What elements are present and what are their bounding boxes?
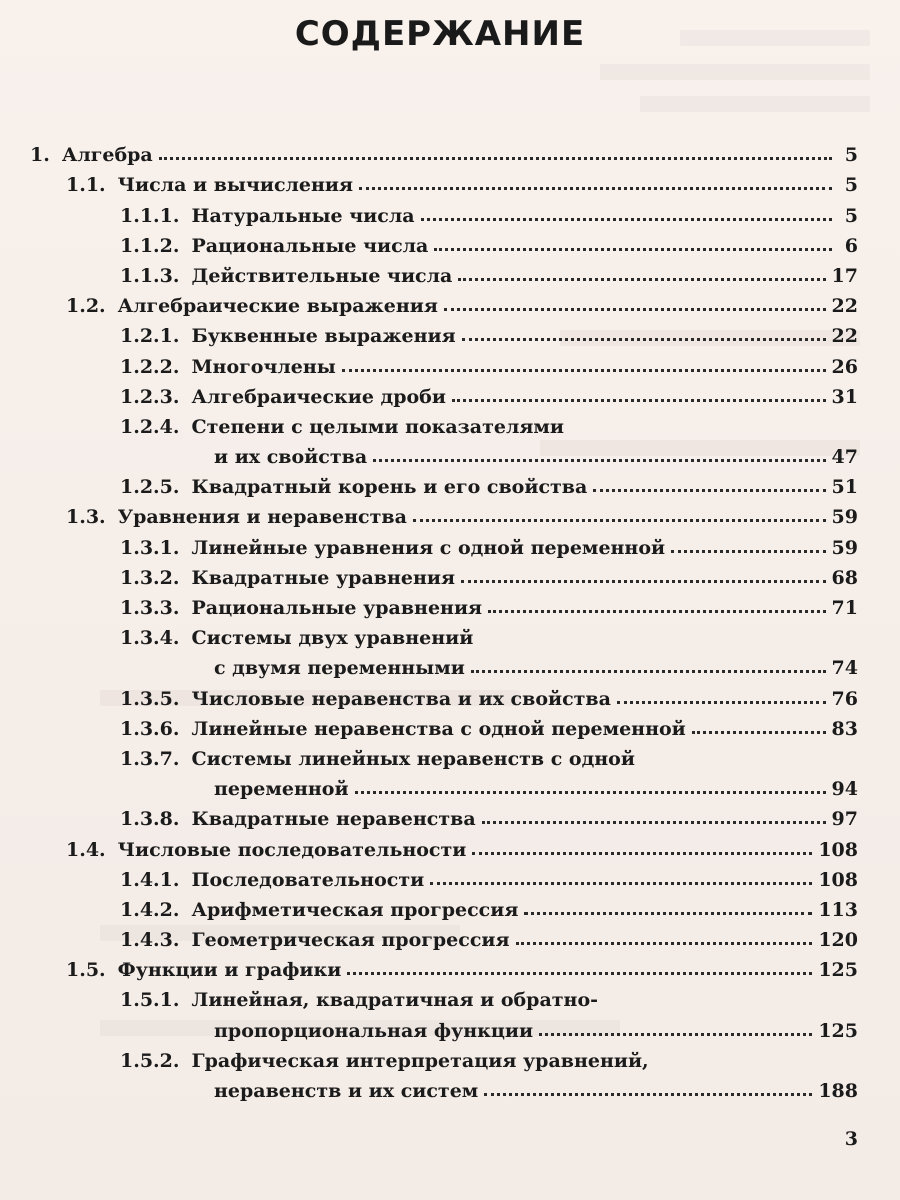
dot-leader: [359, 187, 832, 190]
dot-leader: [159, 157, 832, 160]
toc-entry-title: Многочлены: [191, 355, 336, 378]
toc-entry-number: 1.2.3.: [120, 385, 180, 408]
dot-leader: [484, 1093, 812, 1096]
toc-entry-title: Арифметическая прогрессия: [191, 898, 519, 921]
toc-entry-number: 1.4.3.: [120, 929, 180, 952]
toc-entry-number: 1.5.1.: [120, 989, 180, 1012]
toc-entry-title: Последовательности: [191, 868, 425, 891]
toc-entry-page: 108: [818, 868, 858, 891]
toc-entry-continuation[interactable]: [0, 438, 900, 468]
toc-entry-number: 1.1.: [66, 174, 106, 197]
toc-entry-title: Геометрическая прогрессия: [191, 929, 510, 952]
toc-entry-page: 51: [831, 476, 858, 499]
dot-leader: [461, 580, 826, 583]
toc-entry-title-line2: переменной: [214, 778, 349, 801]
toc-entry-page: 188: [818, 1080, 858, 1102]
toc-entry-number: 1.3.3.: [120, 597, 180, 619]
toc-entry-number: 1.3.: [66, 506, 106, 529]
dot-leader: [347, 972, 812, 975]
toc-entry[interactable]: [0, 981, 900, 1011]
dot-leader: [355, 791, 826, 794]
toc-entry-page: 97: [831, 808, 858, 831]
toc-entry-page: 31: [831, 385, 858, 408]
toc-entry-page: 94: [831, 778, 858, 801]
toc-entry-page: 59: [831, 536, 858, 559]
toc-entry-page: 120: [818, 929, 858, 952]
toc-entry[interactable]: [0, 619, 900, 649]
toc-entry-title: Рациональные уравнения: [191, 597, 483, 619]
dot-leader: [516, 942, 813, 945]
toc-entry-page: 68: [831, 566, 858, 589]
dot-leader: [482, 821, 826, 824]
toc-entry-title: Квадратные уравнения: [191, 566, 455, 589]
dot-leader: [524, 912, 812, 915]
toc-entry-page: 71: [831, 597, 858, 619]
toc-entry-page: 113: [818, 898, 858, 921]
toc-entry-title: Буквенные выражения: [191, 325, 456, 348]
toc-entry[interactable]: [0, 589, 900, 619]
bleed-through-text: [640, 96, 870, 112]
toc-entry-page: 108: [818, 838, 858, 861]
toc-entry[interactable]: [0, 166, 900, 196]
toc-entry-number: 1.3.4.: [120, 627, 180, 650]
toc-entry-title-line2: пропорциональная функции: [214, 1019, 534, 1042]
dot-leader: [617, 701, 826, 704]
toc-entry-title: Натуральные числа: [191, 204, 415, 227]
toc-entry-number: 1.2.4.: [120, 415, 180, 438]
dot-leader: [472, 852, 812, 855]
toc-entry-title: Действительные числа: [191, 264, 453, 287]
toc-entry-title-line2: с двумя переменными: [214, 657, 465, 680]
dot-leader: [539, 1033, 812, 1036]
toc-entry[interactable]: [0, 830, 900, 860]
toc-entry-title-line2: неравенств и их систем: [214, 1080, 479, 1102]
toc-entry-title: Рациональные числа: [191, 234, 429, 257]
toc-entry-number: 1.3.8.: [120, 808, 180, 831]
toc-entry-number: 1.1.1.: [120, 204, 180, 227]
toc-entry-page: 26: [831, 355, 858, 378]
toc-entry-page: 76: [831, 687, 858, 710]
dot-leader: [434, 248, 832, 251]
toc-entry-number: 1.3.2.: [120, 566, 180, 589]
toc-entry-continuation[interactable]: [0, 1011, 900, 1041]
toc-entry[interactable]: [0, 136, 900, 166]
toc-entry[interactable]: [0, 951, 900, 981]
toc-entry-page: 17: [831, 264, 858, 287]
toc-entry-title: Системы линейных неравенств с одной: [191, 747, 635, 770]
toc-entry[interactable]: [0, 559, 900, 589]
dot-leader: [458, 278, 825, 281]
toc-entry-number: 1.2.: [66, 295, 106, 318]
toc-entry-page: 59: [831, 506, 858, 529]
toc-entry-number: 1.2.5.: [120, 476, 180, 499]
toc-entry-number: 1.2.2.: [120, 355, 180, 378]
toc-entry-title: Функции и графики: [117, 959, 342, 982]
dot-leader: [444, 308, 826, 311]
toc-entry[interactable]: [0, 378, 900, 408]
toc-entry-number: 1.3.1.: [120, 536, 180, 559]
dot-leader: [488, 610, 825, 613]
toc-entry-continuation[interactable]: [0, 770, 900, 800]
toc-entry-number: 1.3.7.: [120, 747, 180, 770]
toc-entry-page: 5: [844, 174, 858, 197]
toc-entry-number: 1.3.5.: [120, 687, 180, 710]
dot-leader: [421, 218, 832, 221]
toc-entry[interactable]: [0, 891, 900, 921]
toc-entry-title: Линейные неравенства с одной переменной: [191, 717, 686, 740]
toc-entry-page: 83: [831, 717, 858, 740]
toc-entry-title: Графическая интерпретация уравнений,: [191, 1049, 649, 1072]
toc-entry[interactable]: [0, 800, 900, 830]
toc-entry-number: 1.5.2.: [120, 1049, 180, 1072]
dot-leader: [373, 459, 825, 462]
dot-leader: [430, 882, 812, 885]
toc-entry-number: 1.4.1.: [120, 868, 180, 891]
toc-entry[interactable]: [0, 921, 900, 951]
toc-entry-number: 1.5.: [66, 959, 106, 982]
dot-leader: [452, 399, 826, 402]
toc-entry[interactable]: [0, 528, 900, 558]
toc-entry-page: 47: [831, 446, 858, 469]
toc-entry-number: 1.4.: [66, 838, 106, 861]
toc-entry-title-line2: и их свойства: [214, 446, 368, 469]
page-title: СОДЕРЖАНИЕ: [294, 14, 586, 54]
toc-entry[interactable]: [0, 347, 900, 377]
toc-entry-page: 22: [831, 295, 858, 318]
table-of-contents: [0, 136, 900, 1102]
toc-entry[interactable]: [0, 740, 900, 770]
toc-entry-title: Числа и вычисления: [117, 174, 354, 197]
dot-leader: [471, 670, 826, 673]
bleed-through-text: [600, 64, 870, 80]
toc-entry-number: 1.1.2.: [120, 234, 180, 257]
toc-entry-title: Числовые неравенства и их свойства: [191, 687, 611, 710]
dot-leader: [413, 519, 826, 522]
toc-entry[interactable]: [0, 257, 900, 287]
toc-entry-title: Линейная, квадратичная и обратно-: [191, 989, 599, 1012]
toc-entry-title: Квадратный корень и его свойства: [191, 476, 588, 499]
dot-leader: [593, 489, 825, 492]
toc-entry-page: 5: [844, 144, 858, 167]
toc-entry[interactable]: [0, 679, 900, 709]
toc-entry-continuation[interactable]: [0, 1072, 900, 1102]
toc-entry-title: Алгебраические выражения: [117, 295, 438, 318]
toc-entry-title: Линейные уравнения с одной переменной: [191, 536, 666, 559]
toc-entry[interactable]: [0, 196, 900, 226]
toc-entry-title: Алгебраические дроби: [191, 385, 446, 408]
toc-entry-page: 6: [844, 234, 858, 257]
toc-entry[interactable]: [0, 227, 900, 257]
dot-leader: [692, 731, 826, 734]
toc-entry-number: 1.2.1.: [120, 325, 180, 348]
toc-entry[interactable]: [0, 317, 900, 347]
toc-entry-number: 1.3.6.: [120, 717, 180, 740]
toc-entry[interactable]: [0, 287, 900, 317]
toc-entry-title: Уравнения и неравенства: [117, 506, 407, 529]
dot-leader: [462, 338, 826, 341]
toc-entry[interactable]: [0, 861, 900, 891]
toc-entry-number: 1.: [30, 144, 50, 167]
toc-entry[interactable]: [0, 710, 900, 740]
toc-entry-page: 22: [831, 325, 858, 348]
toc-entry-title: Алгебра: [61, 144, 153, 167]
toc-entry-number: 1.4.2.: [120, 898, 180, 921]
toc-entry-continuation[interactable]: [0, 649, 900, 679]
toc-entry[interactable]: [0, 468, 900, 498]
toc-entry[interactable]: [0, 498, 900, 528]
toc-entry[interactable]: [0, 408, 900, 438]
toc-entry-page: 74: [831, 657, 858, 680]
toc-entry-title: Степени с целыми показателями: [191, 415, 565, 438]
toc-entry-page: 125: [818, 959, 858, 982]
dot-leader: [671, 550, 825, 553]
toc-entry-title: Квадратные неравенства: [191, 808, 476, 831]
toc-entry-page: 5: [844, 204, 858, 227]
dot-leader: [342, 369, 826, 372]
toc-entry-number: 1.1.3.: [120, 264, 180, 287]
toc-entry-page: 125: [818, 1019, 858, 1042]
toc-entry[interactable]: [0, 1042, 900, 1072]
toc-entry-title: Числовые последовательности: [117, 838, 467, 861]
toc-entry-title: Системы двух уравнений: [191, 627, 474, 650]
page-number: 3: [844, 1128, 858, 1150]
